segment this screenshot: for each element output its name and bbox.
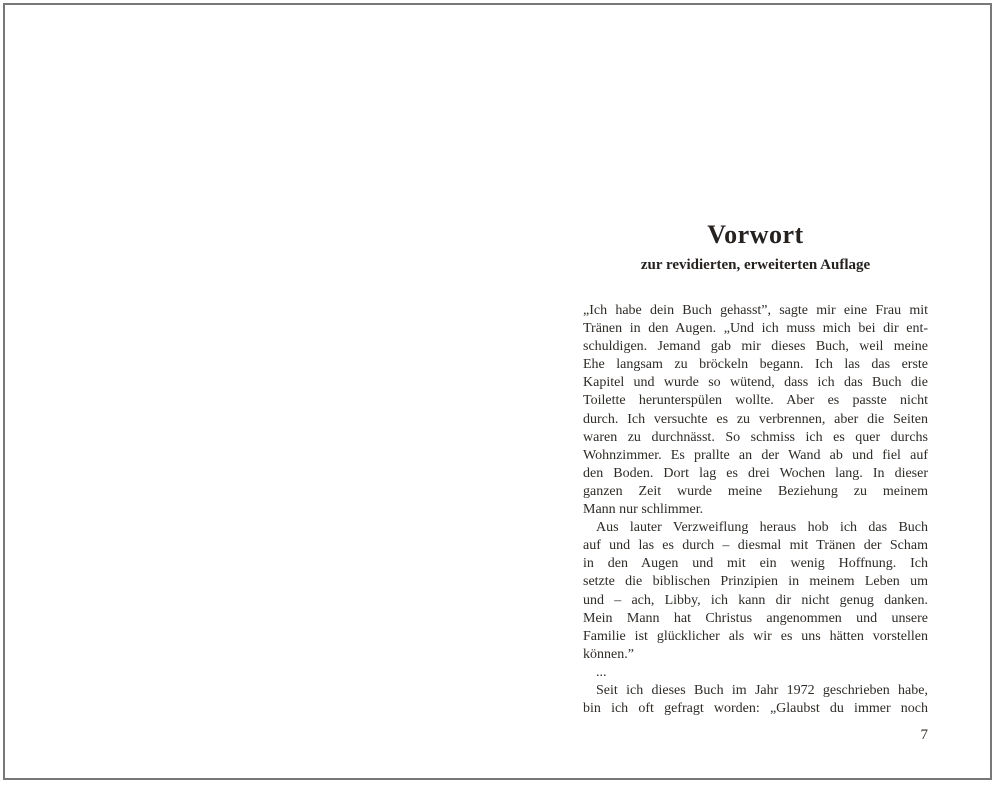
body-line: Mein Mann hat Christus angenommen und unsere <box>583 610 928 626</box>
body-line: waren zu durchnässt. So schmiss ich es quer durchs <box>583 429 928 445</box>
body-line: Familie ist glücklicher als wir es uns hätten vorstellen <box>583 628 928 644</box>
body-text <box>583 302 928 718</box>
body-line: bin ich oft gefragt worden: „Glaubst du immer noch <box>583 701 928 717</box>
body-line: schuldigen. Jemand gab mir dieses Buch, weil meine <box>583 339 928 355</box>
body-line: „Ich habe dein Buch gehasst”, sagte mir eine Frau mit <box>583 303 928 318</box>
body-line: können.” <box>583 646 634 662</box>
chapter-title: Vorwort <box>707 220 804 249</box>
right-page <box>583 5 928 778</box>
body-line: Kapitel und wurde so wütend, dass ich das Buch die <box>583 375 928 391</box>
book-page-spread <box>3 3 992 780</box>
page-number: 7 <box>920 727 928 743</box>
body-line: setzte die biblischen Prinzipien in meinem Leben um <box>583 574 928 590</box>
body-line: Wohnzimmer. Es prallte an der Wand ab und fiel auf <box>583 447 928 463</box>
body-line: Seit ich dieses Buch im Jahr 1972 geschrieben habe, <box>596 682 928 698</box>
body-line: den Boden. Dort lag es drei Wochen lang. In dieser <box>583 465 928 481</box>
body-line: Mann nur schlimmer. <box>583 502 704 518</box>
body-line: Tränen in den Augen. „Und ich muss mich bei dir ent- <box>583 321 928 337</box>
body-line: Aus lauter Verzweiflung heraus hob ich das Buch <box>596 520 928 536</box>
body-line: Toilette herunterspülen wollte. Aber es passte nicht <box>583 393 928 409</box>
body-line: Ehe langsam zu bröckeln begann. Ich las das erste <box>583 357 928 373</box>
body-line: in den Augen und mit ein wenig Hoffnung. Ich <box>583 556 928 572</box>
body-line: ... <box>596 664 607 680</box>
chapter-subtitle: zur revidierten, erweiterten Auflage <box>640 257 871 273</box>
left-page-blank <box>5 5 495 778</box>
body-line: auf und las es durch – diesmal mit Tränen der Scham <box>583 538 928 554</box>
body-line: durch. Ich versuchte es zu verbrennen, aber die Seiten <box>583 411 928 427</box>
body-line: und – ach, Libby, ich kann dir nicht genug danken. <box>583 592 928 608</box>
body-line: ganzen Zeit wurde meine Beziehung zu meinem <box>583 483 928 499</box>
